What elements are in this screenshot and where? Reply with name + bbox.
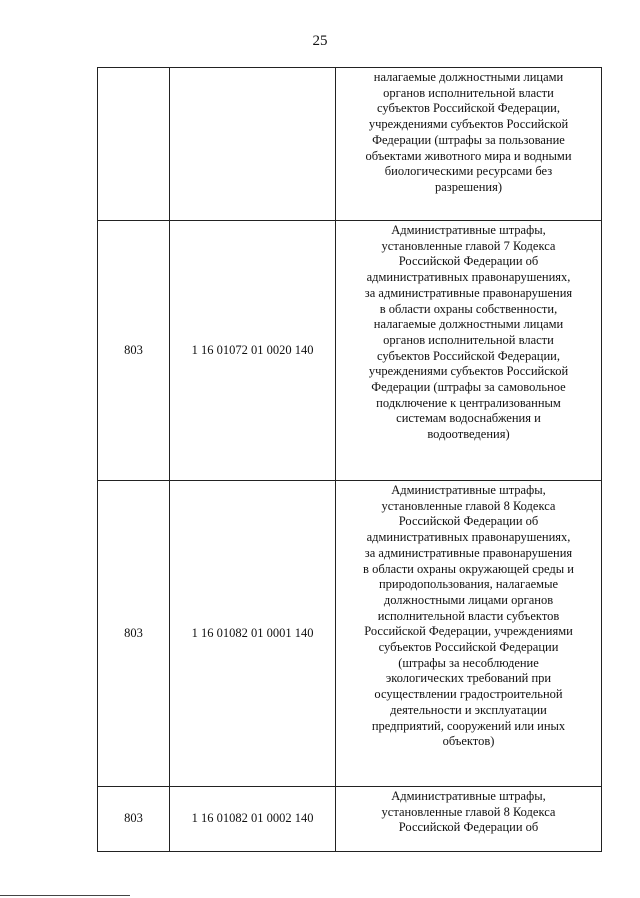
description-line: осуществлении градостроительной xyxy=(374,687,563,702)
admin-code-cell xyxy=(98,68,170,221)
description-line: Административные штрафы, xyxy=(391,789,546,803)
description-line: Российской Федерации об xyxy=(398,820,539,835)
description-line: за административные правонарушения xyxy=(364,545,573,560)
description-line: подключение к централизованным xyxy=(376,395,561,410)
description-line: административных правонарушениях, xyxy=(366,530,571,545)
description-line: установленные главой 8 Кодекса xyxy=(381,498,556,513)
description-line: установленные главой 7 Кодекса xyxy=(381,238,556,253)
description-cell xyxy=(336,787,602,852)
description-line: налагаемые должностными лицами xyxy=(373,317,564,332)
description-line: Федерации (штрафы за самовольное xyxy=(371,380,566,395)
description-line: в области охраны собственности, xyxy=(379,301,558,316)
description-line: административных правонарушениях, xyxy=(366,270,571,285)
description-line: органов исполнительной власти xyxy=(383,85,554,100)
admin-code-cell: 803 xyxy=(98,481,170,787)
description-line: системам водоснабжения и xyxy=(396,411,541,426)
description-line: налагаемые должностными лицами xyxy=(373,70,564,84)
description-line: исполнительной власти субъектов xyxy=(377,608,560,623)
kbk-code-cell xyxy=(170,68,336,221)
kbk-code-cell: 1 16 01082 01 0001 140 xyxy=(170,481,336,787)
description-line: предприятий, сооружений или иных xyxy=(371,718,566,733)
description-line: Федерации (штрафы за пользование xyxy=(372,132,565,147)
description-line: природопользования, налагаемые xyxy=(378,577,559,592)
description-line: биологическими ресурсами без xyxy=(384,164,553,179)
description-line: разрешения) xyxy=(435,179,502,194)
description-line: учреждениями субъектов Российской xyxy=(368,117,569,132)
table-row xyxy=(98,787,602,852)
description-line: экологических требований при xyxy=(385,671,552,686)
description-line: объектами животного мира и водными xyxy=(365,148,572,163)
budget-classification-table xyxy=(97,67,602,852)
kbk-code-cell: 1 16 01072 01 0020 140 xyxy=(170,221,336,481)
table-row xyxy=(98,481,602,787)
description-line: в области охраны окружающей среды и xyxy=(363,561,574,576)
description-line: должностными лицами органов xyxy=(383,592,554,607)
description-cell xyxy=(336,68,602,221)
description-line: Административные штрафы, xyxy=(391,483,546,497)
description-line: Административные штрафы, xyxy=(391,223,546,237)
description-line: Российской Федерации об xyxy=(398,514,539,529)
description-line: установленные главой 8 Кодекса xyxy=(381,804,556,819)
description-line: учреждениями субъектов Российской xyxy=(368,364,569,379)
kbk-code-cell: 1 16 01082 01 0002 140 xyxy=(170,787,336,852)
page-number: 25 xyxy=(312,33,328,49)
description-line: Российской Федерации об xyxy=(398,254,539,269)
admin-code-cell: 803 xyxy=(98,221,170,481)
description-line: объектов) xyxy=(442,734,495,749)
description-line: субъектов Российской Федерации, xyxy=(377,101,560,116)
description-line: субъектов Российской Федерации xyxy=(378,640,559,655)
description-line: водоотведения) xyxy=(427,427,510,442)
description-line: за административные правонарушения xyxy=(364,285,573,300)
table-row xyxy=(98,221,602,481)
table-row xyxy=(98,68,602,221)
admin-code-cell: 803 xyxy=(98,787,170,852)
description-cell xyxy=(336,221,602,481)
description-line: (штрафы за несоблюдение xyxy=(398,655,539,670)
description-line: деятельности и эксплуатации xyxy=(390,702,547,717)
description-cell xyxy=(336,481,602,787)
description-line: Российской Федерации, учреждениями xyxy=(364,624,573,639)
footnote-separator xyxy=(0,895,130,896)
description-line: субъектов Российской Федерации, xyxy=(377,348,560,363)
description-line: органов исполнительной власти xyxy=(383,332,554,347)
